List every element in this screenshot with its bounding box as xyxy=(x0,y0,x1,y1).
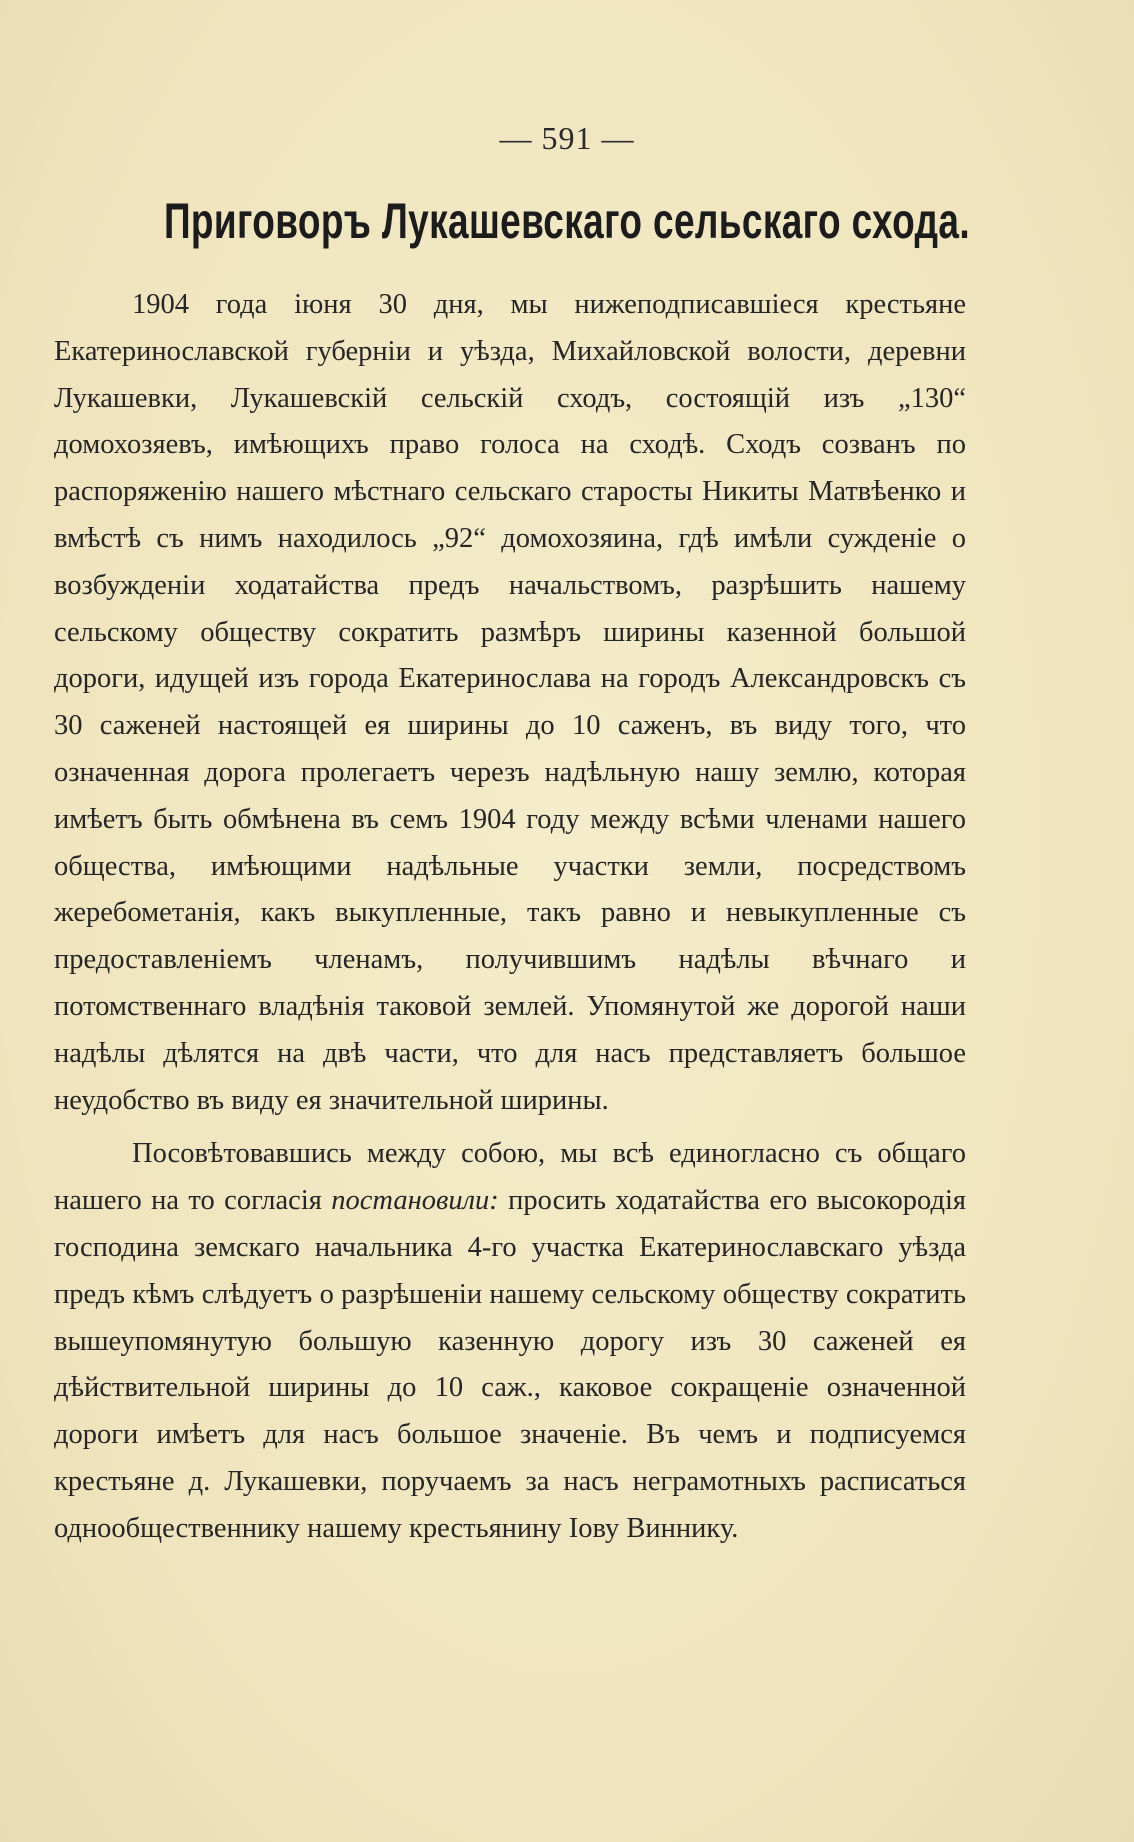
paragraph-2-end: просить ходатайства его высокородія господина земскаго начальника 4-го участка Екатеринославскаго уѣзда предъ кѣмъ слѣдуетъ о разрѣшеніи нашему сельскому обществу сократить вышеупомянутую большую казенную дорогу изъ 30 саженей ея дѣйствительной ширины до 10 саж., каковое сокращеніе означенной дороги имѣетъ для насъ большое значеніе. Въ чемъ и подписуемся крестьяне д. Лукашевки, поручаемъ за насъ неграмотныхъ расписаться однообщественнику нашему крестьянину Іову Виннику. xyxy=(54,1185,966,1544)
document-body xyxy=(54,282,966,1553)
paragraph-2-emphasis: постановили: xyxy=(331,1185,499,1217)
page-number: — 591 — xyxy=(499,120,635,156)
paragraph-2-start: Посовѣтовавшись между собою, мы всѣ единогласно съ общаго нашего на то согласія xyxy=(54,1138,966,1217)
document-title: Приговоръ Лукашевскаго сельскаго схода. xyxy=(163,193,971,249)
paragraph-1: 1904 года іюня 30 дня, мы нижеподписавшіеся крестьяне Екатеринославской губерніи и уѣзда, Михайловской волости, деревни Лукашевки, Лукашевскій сельскій сходъ, состоящій изъ „130“ домохозяевъ, имѣющихъ право голоса на сходѣ. Сходъ созванъ по распоряженію нашего мѣстнаго сельскаго старосты Никиты Матвѣенко и вмѣстѣ съ нимъ находилось „92“ домохозяина, гдѣ имѣли сужденіе о возбужденіи ходатайства предъ начальствомъ, разрѣшить нашему сельскому обществу сократить размѣръ ширины казенной большой дороги, идущей изъ города Екатеринослава на городъ Александровскъ съ 30 саженей настоящей ея ширины до 10 саженъ, въ виду того, что означенная дорога пролегаетъ черезъ надѣльную нашу землю, которая имѣетъ быть обмѣнена въ семъ 1904 году между всѣми членами нашего общества, имѣющими надѣльные участки земли, посредствомъ жеребометанія, какъ выкупленные, такъ равно и невыкупленные съ предоставленіемъ членамъ, получившимъ надѣлы вѣчнаго и потомственнаго владѣнія таковой землей. Упомянутой же дорогой наши надѣлы дѣлятся на двѣ части, что для насъ представляетъ большое неудобство въ виду ея значительной ширины. xyxy=(54,289,966,1116)
paragraph-2 xyxy=(54,1131,966,1552)
